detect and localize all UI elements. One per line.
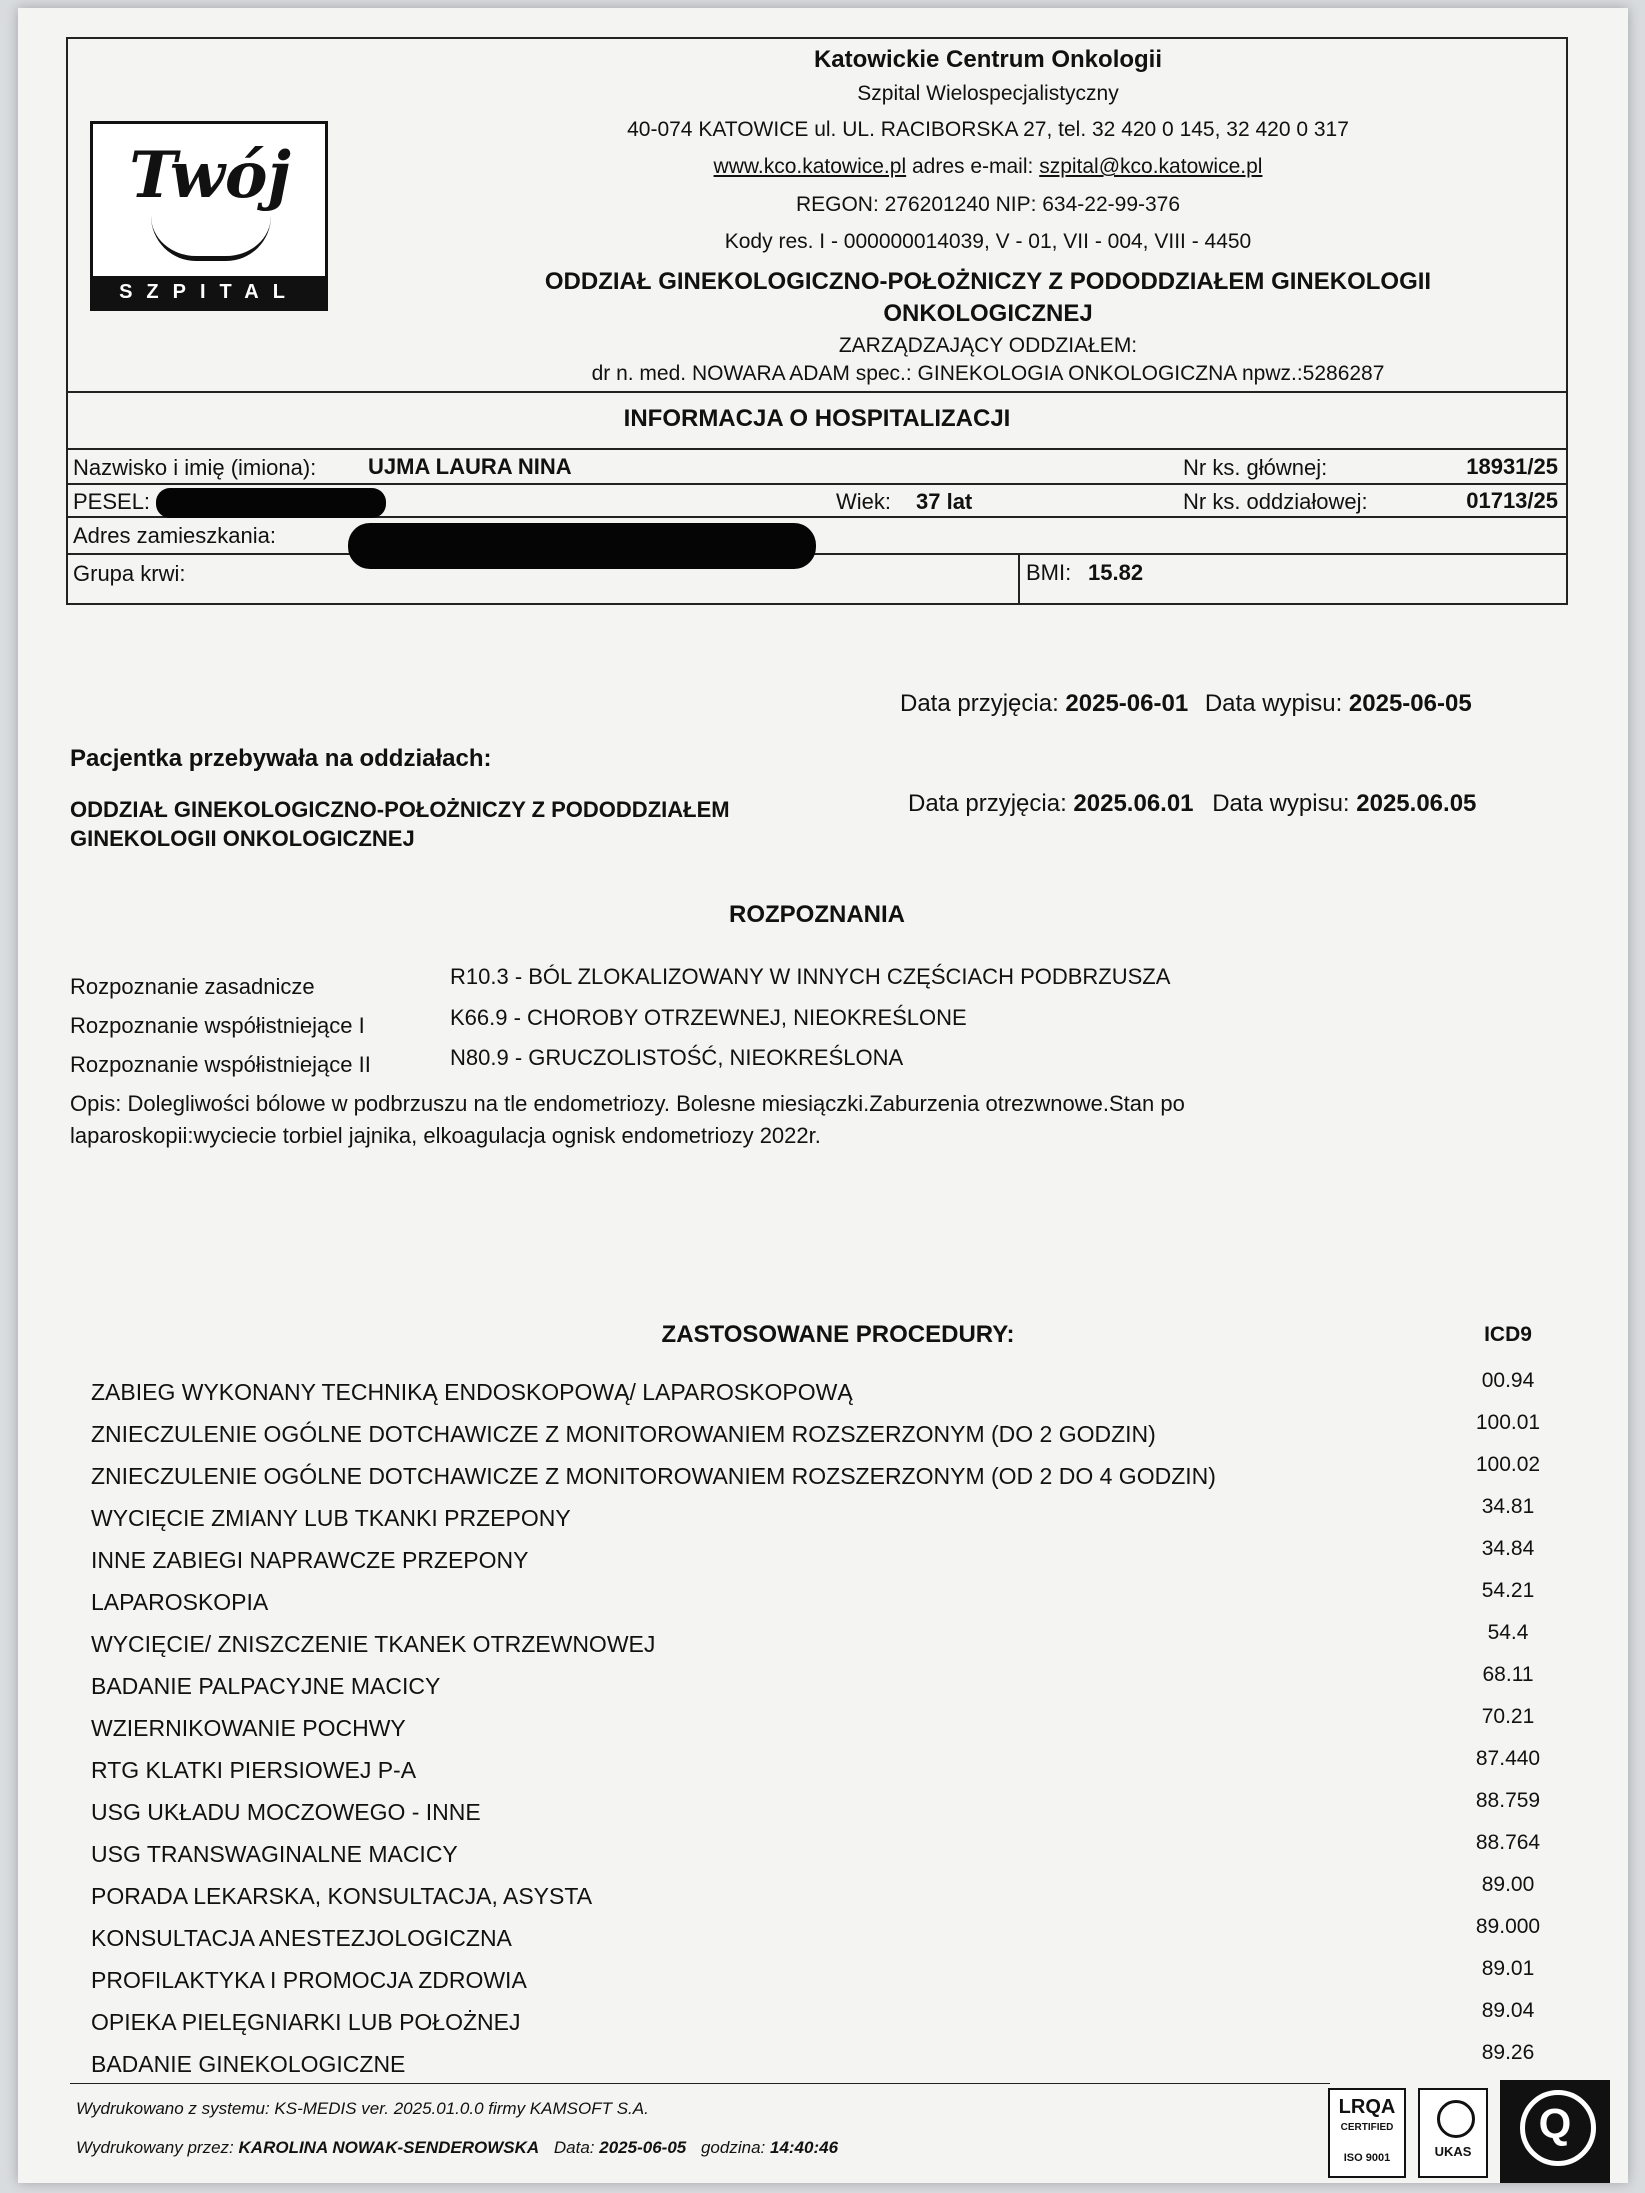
procedure-code: 68.11 [1482, 1663, 1534, 1686]
ward-discharge-label: Data wypisu: [1212, 790, 1350, 817]
crown-check-icon [1437, 2100, 1475, 2138]
smile-icon [151, 216, 271, 261]
diagnosis-value: N80.9 - GRUCZOLISTOŚĆ, NIEOKREŚLONA [450, 1045, 904, 1070]
procedure-code: 70.21 [1481, 1705, 1535, 1728]
procedure-row [73, 1663, 1553, 1713]
ward-dates-line [908, 790, 1476, 818]
diagnosis-value: K66.9 - CHOROBY OTRZEWNEJ, NIEOKREŚLONE [450, 1005, 967, 1030]
ukas-badge [1418, 2088, 1488, 2178]
manager-label: ZARZĄDZAJĄCY ODDZIAŁEM: [838, 334, 1138, 357]
ward-discharge-date: 2025.06.05 [1356, 790, 1477, 817]
procedure-name: OPIEKA PIELĘGNIARKI LUB POŁOŻNEJ [91, 2009, 521, 2035]
procedure-name: WYCIĘCIE ZMIANY LUB TKANKI PRZEPONY [91, 1505, 571, 1531]
discharge-label: Data wypisu: [1204, 690, 1343, 717]
email-label: adres e-mail: [911, 155, 1034, 178]
procedure-name: ZNIECZULENIE OGÓLNE DOTCHAWICZE Z MONITOROWANIEM ROZSZERZONYM (OD 2 DO 4 GODZIN) [91, 1463, 1216, 1489]
procedure-name: USG TRANSWAGINALNE MACICY [91, 1841, 458, 1867]
procedure-row [73, 1537, 1553, 1587]
header-bottom-rule [66, 391, 1568, 393]
hospital-logo [90, 121, 328, 311]
procedure-code: 88.759 [1475, 1789, 1541, 1812]
procedure-row [73, 1831, 1553, 1881]
ward-admission-date: 2025.06.01 [1073, 790, 1194, 817]
quality-q-badge [1500, 2080, 1610, 2183]
procedure-name: PORADA LEKARSKA, KONSULTACJA, ASYSTA [91, 1883, 593, 1909]
bmi-divider [1018, 553, 1020, 605]
procedure-row [73, 1453, 1553, 1503]
procedure-code: 34.84 [1481, 1537, 1535, 1560]
procedure-code: 54.21 [1481, 1579, 1535, 1602]
email-link[interactable]: szpital@kco.katowice.pl [1039, 155, 1263, 178]
contact-line [518, 155, 1458, 179]
procedure-name: WZIERNIKOWANIE POCHWY [91, 1715, 406, 1741]
ward-line1: ODDZIAŁ GINEKOLOGICZNO-POŁOŻNICZY Z PODODDZIAŁEM [70, 797, 730, 822]
resource-codes: Kody res. I - 000000014039, V - 01, VII - 004, VIII - 4450 [724, 230, 1252, 253]
procedure-row [73, 1369, 1553, 1419]
procedure-name: LAPAROSKOPIA [91, 1589, 269, 1615]
row3-rule [66, 553, 1568, 555]
procedure-name: PROFILAKTYKA I PROMOCJA ZDROWIA [91, 1967, 527, 1993]
footer-rule [70, 2083, 1330, 2084]
lrqa-sub: CERTIFIED [1340, 2122, 1394, 2133]
description-line2: laparoskopii:wyciecie torbiel jajnika, elkoagulacja ognisk endometriozy 2022r. [70, 1123, 821, 1148]
org-name: Katowickie Centrum Onkologii [813, 46, 1163, 73]
diagnosis-value: R10.3 - BÓL ZLOKALIZOWANY W INNYCH CZĘŚCIACH PODBRZUSZA [450, 964, 1171, 989]
print-date: 2025-06-05 [599, 2138, 687, 2157]
pesel-redaction [156, 488, 386, 518]
procedure-name: INNE ZABIEGI NAPRAWCZE PRZEPONY [91, 1547, 529, 1573]
discharge-date: 2025-06-05 [1348, 690, 1472, 717]
print-date-label: Data: [553, 2138, 595, 2157]
header-top-rule [66, 37, 1568, 39]
procedure-name: WYCIĘCIE/ ZNISZCZENIE TKANEK OTRZEWNOWEJ [91, 1631, 656, 1657]
main-book-value: 18931/25 [1466, 454, 1558, 479]
lrqa-iso: ISO 9001 [1343, 2152, 1391, 2164]
procedure-code: 00.94 [1481, 1369, 1535, 1392]
regon-nip: REGON: 276201240 NIP: 634-22-99-376 [795, 193, 1181, 216]
name-label: Nazwisko i imię (imiona): [73, 455, 317, 480]
procedure-row [73, 1705, 1553, 1755]
main-book-label: Nr ks. głównej: [1183, 455, 1328, 480]
age-label: Wiek: [836, 489, 891, 514]
ward-book-value: 01713/25 [1466, 488, 1558, 513]
procedure-row [73, 2041, 1553, 2091]
printed-system: Wydrukowano z systemu: KS-MEDIS ver. 2025.01.0.0 firmy KAMSOFT S.A. [76, 2099, 649, 2118]
procedure-row [73, 1495, 1553, 1545]
procedure-code: 89.01 [1481, 1957, 1535, 1980]
procedure-row [73, 1999, 1553, 2049]
hospital-type: Szpital Wielospecjalistyczny [857, 82, 1119, 105]
title-bottom-rule [66, 448, 1568, 450]
print-time-label: godzina: [700, 2138, 766, 2157]
procedure-code: 100.01 [1475, 1411, 1541, 1434]
ukas-text: UKAS [1434, 2144, 1472, 2159]
diagnosis-label: Rozpoznanie współistniejące I [70, 1013, 365, 1038]
procedure-code: 88.764 [1475, 1831, 1541, 1854]
procedure-name: ZABIEG WYKONANY TECHNIKĄ ENDOSKOPOWĄ/ LAPAROSKOPOWĄ [91, 1379, 853, 1405]
procedure-row [73, 1579, 1553, 1629]
lrqa-badge [1328, 2088, 1406, 2178]
diagnosis-label: Rozpoznanie współistniejące II [70, 1052, 371, 1077]
admission-date: 2025-06-01 [1065, 690, 1189, 717]
q-letter: Q [1538, 2100, 1572, 2147]
lrqa-title: LRQA [1338, 2096, 1396, 2118]
bmi-value: 15.82 [1088, 560, 1144, 585]
admission-date-line [900, 690, 1472, 718]
printed-by-label: Wydrukowany przez: [76, 2138, 234, 2157]
document-page [18, 8, 1628, 2183]
patient-name: UJMA LAURA NINA [368, 454, 572, 479]
procedure-code: 87.440 [1475, 1747, 1541, 1770]
procedure-code: 89.26 [1481, 2041, 1535, 2064]
admission-label: Data przyjęcia: [900, 690, 1059, 717]
printed-by: KAROLINA NOWAK-SENDEROWSKA [238, 2138, 540, 2157]
procedure-row [73, 1747, 1553, 1797]
ward-name-line2: ONKOLOGICZNEJ [883, 300, 1093, 327]
procedure-code: 89.04 [1481, 1999, 1535, 2022]
address-label: Adres zamieszkania: [73, 523, 276, 548]
procedure-name: BADANIE GINEKOLOGICZNE [91, 2051, 406, 2077]
diagnosis-label: Rozpoznanie zasadnicze [70, 974, 315, 999]
ward-book-label: Nr ks. oddziałowej: [1183, 489, 1368, 514]
printed-by-line [76, 2138, 838, 2158]
procedure-name: KONSULTACJA ANESTEZJOLOGICZNA [91, 1925, 512, 1951]
procedure-name: RTG KLATKI PIERSIOWEJ P-A [91, 1757, 417, 1783]
logo-strip: SZPITAL [93, 276, 325, 308]
procedure-code: 34.81 [1481, 1495, 1535, 1518]
diagnoses-heading: ROZPOZNANIA [729, 901, 905, 928]
procedure-name: USG UKŁADU MOCZOWEGO - INNE [91, 1799, 481, 1825]
procedure-row [73, 1411, 1553, 1461]
blood-label: Grupa krwi: [73, 561, 186, 586]
section-title: INFORMACJA O HOSPITALIZACJI [623, 405, 1011, 432]
logo-text: Twój [129, 138, 291, 213]
address-redaction [348, 523, 816, 569]
ward-admission-label: Data przyjęcia: [908, 790, 1067, 817]
procedure-code: 89.000 [1475, 1915, 1541, 1938]
procedure-row [73, 1789, 1553, 1839]
bmi-label: BMI: [1026, 560, 1072, 585]
procedure-row [73, 1915, 1553, 1965]
print-time: 14:40:46 [769, 2138, 839, 2157]
procedure-code: 89.00 [1481, 1873, 1535, 1896]
pesel-label: PESEL: [73, 489, 151, 514]
wards-heading: Pacjentka przebywała na oddziałach: [70, 745, 492, 772]
hospital-address: 40-074 KATOWICE ul. UL. RACIBORSKA 27, tel. 32 420 0 145, 32 420 0 317 [627, 118, 1349, 141]
ward-line2: GINEKOLOGII ONKOLOGICZNEJ [70, 826, 415, 851]
procedure-row [73, 1873, 1553, 1923]
age-value: 37 lat [916, 489, 973, 514]
icd9-header: ICD9 [1484, 1323, 1532, 1346]
procedure-code: 100.02 [1475, 1453, 1541, 1476]
ward-name-line1: ODDZIAŁ GINEKOLOGICZNO-POŁOŻNICZY Z PODODDZIAŁEM GINEKOLOGII [544, 268, 1432, 295]
website-link[interactable]: www.kco.katowice.pl [713, 155, 907, 178]
description-line1: Opis: Dolegliwości bólowe w podbrzuszu na tle endometriozy. Bolesne miesiączki.Zaburzenia otrezwnowe.Stan po [70, 1091, 1185, 1116]
procedure-name: BADANIE PALPACYJNE MACICY [91, 1673, 441, 1699]
row1-rule [66, 483, 1568, 485]
procedure-row [73, 1957, 1553, 2007]
procedure-code: 54.4 [1487, 1621, 1529, 1644]
ward-manager: dr n. med. NOWARA ADAM spec.: GINEKOLOGIA ONKOLOGICZNA npwz.:5286287 [591, 362, 1385, 385]
procedures-heading: ZASTOSOWANE PROCEDURY: [661, 1321, 1015, 1348]
procedure-name: ZNIECZULENIE OGÓLNE DOTCHAWICZE Z MONITOROWANIEM ROZSZERZONYM (DO 2 GODZIN) [91, 1421, 1156, 1447]
procedure-row [73, 1621, 1553, 1671]
